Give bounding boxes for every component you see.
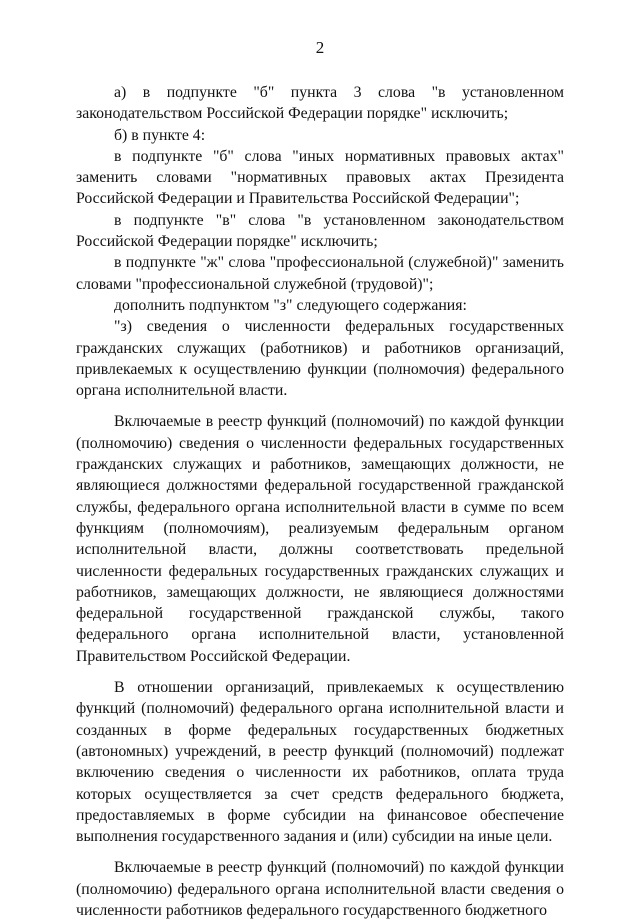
paragraph-b: б) в пункте 4: <box>114 126 206 144</box>
paragraph-a: а) в подпункте "б" пункта 3 слова "в установленном законодательством Российской Федерации порядке" исключить; <box>76 84 564 123</box>
paragraph-included-register-2: Включаемые в реестр функций (полномочий) по каждой функции (полномочию) федерального органа исполнительной власти сведения о численности работников федерального государственного бюджетного <box>76 859 564 919</box>
paragraph-b-subpoint-b: в подпункте "б" слова "иных нормативных правовых актах" заменить словами "нормативных правовых актах Президента Российской Федерации и Правительства Российской Федерации"; <box>76 147 564 208</box>
paragraph-b-add-subpoint: дополнить подпунктом "з" следующего содержания: <box>114 296 467 314</box>
paragraph-organizations: В отношении организаций, привлекаемых к осуществлению функций (полномочий) федерального органа исполнительной власти и созданных в форме федеральных государственных бюджетных (автономных) учреждений, в реестр функций (полномочий) подлежат включению сведения о численности их работников, оплата труда которых осуществляется за счет средств федерального бюджета, предоставляемых в форме субсидии на финансовое обеспечение выполнения государственного задания и (или) субсидии на иные цели. <box>76 679 564 846</box>
subpoint-z-text: "з) сведения о численности федеральных государственных гражданских служащих (работников) и работников организаций, привлекаемых к осуществлению функции (полномочия) федерального органа исполнительной власти. <box>76 318 564 400</box>
page-number: 2 <box>315 38 325 57</box>
document-body <box>76 82 564 921</box>
paragraph-b-subpoint-zh: в подпункте "ж" слова "профессиональной (служебной)" заменить словами "профессиональной служебной (трудовой)"; <box>76 254 564 293</box>
paragraph-b-subpoint-v: в подпункте "в" слова "в установленном законодательством Российской Федерации порядке" исключить; <box>76 211 564 251</box>
paragraph-included-register-1: Включаемые в реестр функций (полномочий) по каждой функции (полномочию) сведения о численности федеральных государственных гражданских служащих и работников, замещающих должности, не являющиеся должностями федеральной государственной гражданской службы, федерального органа исполнительной власти в сумме по всем функциям (полномочиям), реализуемым федеральным органом исполнительной власти, должны соответствовать предельной численности федеральных государственных гражданских служащих и работников, замещающих должности, не являющиеся должностями федеральной государственной гражданской службы, такого федерального органа исполнительной власти, установленной Правительством Российской Федерации. <box>76 413 564 665</box>
